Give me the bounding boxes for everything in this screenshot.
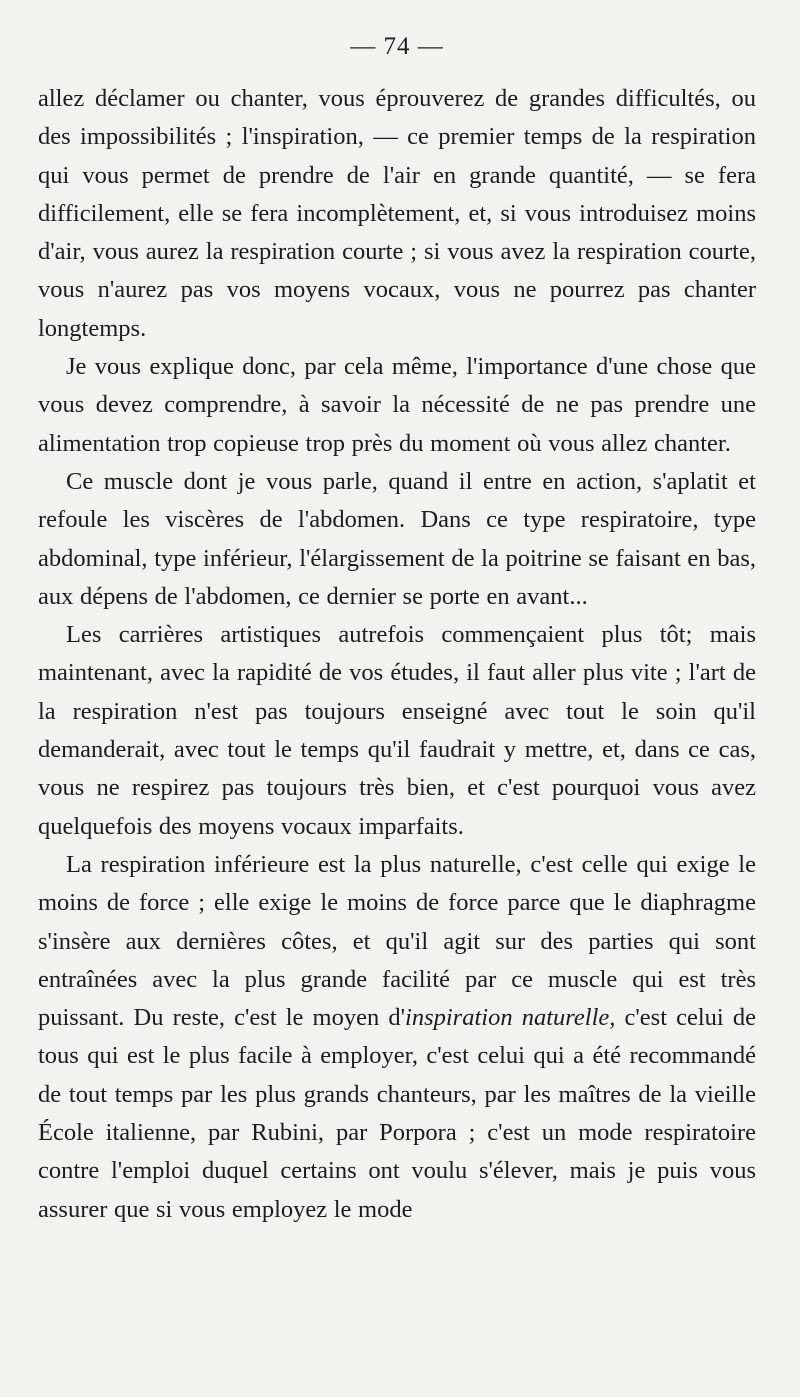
paragraph-4: Les carrières artistiques autrefois commençaient plus tôt; mais maintenant, avec la rapidité de vos études, il faut aller plus vite ; l'art de la respiration n'est pas toujours enseigné avec tout le soin qu'il demanderait, avec tout le temps qu'il faudrait y mettre, et, dans ce cas, vous ne respirez pas toujours très bien, et c'est pourquoi vous avez quelquefois des moyens vocaux imparfaits. bbox=[38, 621, 756, 840]
paragraph-3: Ce muscle dont je vous parle, quand il entre en action, s'aplatit et refoule les viscères de l'abdomen. Dans ce type respiratoire, type abdominal, type inférieur, l'élargissement de la poitrine se faisant en bas, aux dépens de l'abdomen, ce dernier se porte en avant... bbox=[38, 467, 756, 610]
italic-phrase: inspiration naturelle, bbox=[405, 1004, 616, 1032]
paragraph-5-text-start: La respiration inférieure est la plus naturelle, c'est celle qui exige le moins de force ; elle exige le moins de force parce que le diaphragme s'insère aux dernières côtes, et qu'il agit sur des parties qui sont entraînées avec la plus grande facilité par ce muscle qui est très puissant. Du reste, c'est le moyen d' bbox=[38, 850, 756, 1032]
paragraph-1: allez déclamer ou chanter, vous éprouverez de grandes difficultés, ou des impossibilités ; l'inspiration, — ce premier temps de la respiration qui vous permet de prendre de l'air en grande quantité, — se fera difficilement, elle se fera incomplètement, et, si vous introduisez moins d'air, vous aurez la respiration courte ; si vous avez la respiration courte, vous n'aurez pas vos moyens vocaux, vous ne pourrez pas chanter longtemps. bbox=[38, 85, 756, 342]
paragraph-5 bbox=[38, 846, 756, 1229]
paragraph-2: Je vous explique donc, par cela même, l'importance d'une chose que vous devez comprendre, à savoir la nécessité de ne pas prendre une alimentation trop copieuse trop près du moment où vous allez chanter. bbox=[38, 353, 756, 457]
page-number: — 74 — bbox=[350, 33, 444, 60]
body-text bbox=[38, 80, 756, 1229]
paragraph-5-text-end: c'est celui de tous qui est le plus facile à employer, c'est celui qui a été recommandé de tout temps par les plus grands chanteurs, par les maîtres de la vieille École italienne, par Rubini, par Porpora ; c'est un mode respiratoire contre l'emploi duquel certains ont voulu s'élever, mais je puis vous assurer que si vous employez le mode bbox=[38, 1004, 756, 1223]
